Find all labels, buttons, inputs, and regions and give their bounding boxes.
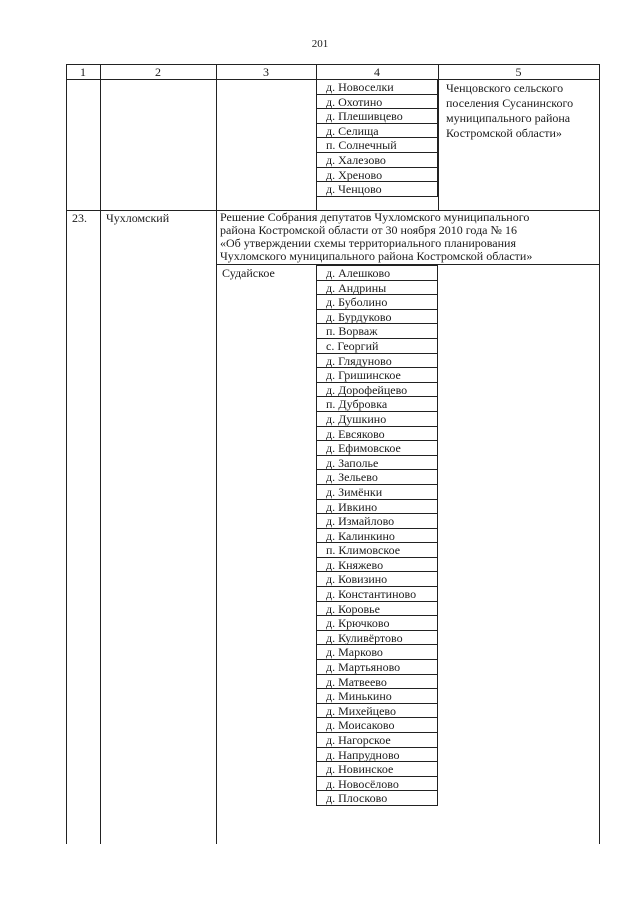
list-item: д. Душкино [316,411,438,427]
settlement-name: Судайское [222,266,275,280]
column-divider-1-upper [100,64,101,210]
list-item: д. Минькино [316,688,438,704]
list-item: д. Зимёнки [316,484,438,500]
list-item: с. Георгий [316,338,438,354]
list-item: д. Нагорское [316,732,438,748]
list-item: п. Климовское [316,542,438,558]
list-item: д. Хреново [316,167,438,183]
column-divider-2 [216,64,217,844]
list-item: д. Дорофейцево [316,382,438,398]
list-item: д. Напрудново [316,747,438,763]
list-item: д. Калинкино [316,528,438,544]
column-header-4: 4 [374,65,380,79]
list-item: д. Мартьяново [316,659,438,675]
table-border-right [599,64,600,844]
decision-text [220,211,595,263]
list-item: д. Бурдуково [316,309,438,325]
list-item: д. Заполье [316,455,438,471]
page-number: 201 [311,38,329,50]
list-item: д. Андрины [316,280,438,296]
decision-line: Чухломского муниципального района Костромской области» [220,249,533,263]
list-item: п. Дубровка [316,396,438,412]
entry-number: 23. [72,211,87,225]
list-item: д. Коровье [316,601,438,617]
document-line: Ченцовского сельского [446,81,564,95]
list-item: д. Матвеево [316,674,438,690]
list-item: д. Зельево [316,469,438,485]
list-item: д. Княжево [316,557,438,573]
settlements-table [66,64,600,844]
list-item: д. Ефимовское [316,440,438,456]
column-header-2: 2 [155,65,161,79]
decision-line: «Об утверждении схемы территориального планирования [220,236,516,250]
decision-line: района Костромской области от 30 ноября 2010 года № 16 [220,223,517,237]
list-item: д. Алешково [316,265,438,281]
document-line: поселения Сусанинского [446,96,574,110]
list-item: д. Моисаково [316,717,438,733]
entry-village-list [316,266,438,806]
list-item: п. Ворваж [316,323,438,339]
continuation-document-text [446,81,593,141]
column-header-5: 5 [515,65,522,79]
list-item: д. Михейцево [316,703,438,719]
list-item: д. Селища [316,123,438,139]
list-item: д. Гришинское [316,367,438,383]
list-item: д. Халезово [316,152,438,168]
document-line: Костромской области» [446,126,562,140]
decision-line: Решение Собрания депутатов Чухломского муниципального [220,210,530,224]
list-item: д. Новоселки [316,79,438,95]
list-item: д. Константиново [316,586,438,602]
column-header-3: 3 [263,65,269,79]
column-header-1: 1 [80,65,86,79]
list-item: д. Куливёртово [316,630,438,646]
district-name: Чухломский [106,211,170,225]
list-item: п. Солнечный [316,137,438,153]
list-item: д. Новосёлово [316,776,438,792]
list-item: д. Ченцово [316,181,438,197]
list-item: д. Евсяково [316,426,438,442]
list-item: д. Ивкино [316,499,438,515]
list-item: д. Плосково [316,790,438,806]
list-item: д. Ковизино [316,571,438,587]
column-divider-4-upper [438,64,439,210]
column-divider-1-lower [100,210,101,844]
list-item: д. Крючково [316,615,438,631]
table-border-left [66,64,67,844]
list-item: д. Глядуново [316,353,438,369]
list-item: д. Измайлово [316,513,438,529]
list-item: д. Буболино [316,294,438,310]
list-item: д. Новинское [316,761,438,777]
list-item: д. Охотино [316,94,438,110]
list-item: д. Плешивцево [316,108,438,124]
list-item: д. Марково [316,644,438,660]
continuation-village-list [316,80,438,197]
document-line: муниципального района [446,111,571,125]
